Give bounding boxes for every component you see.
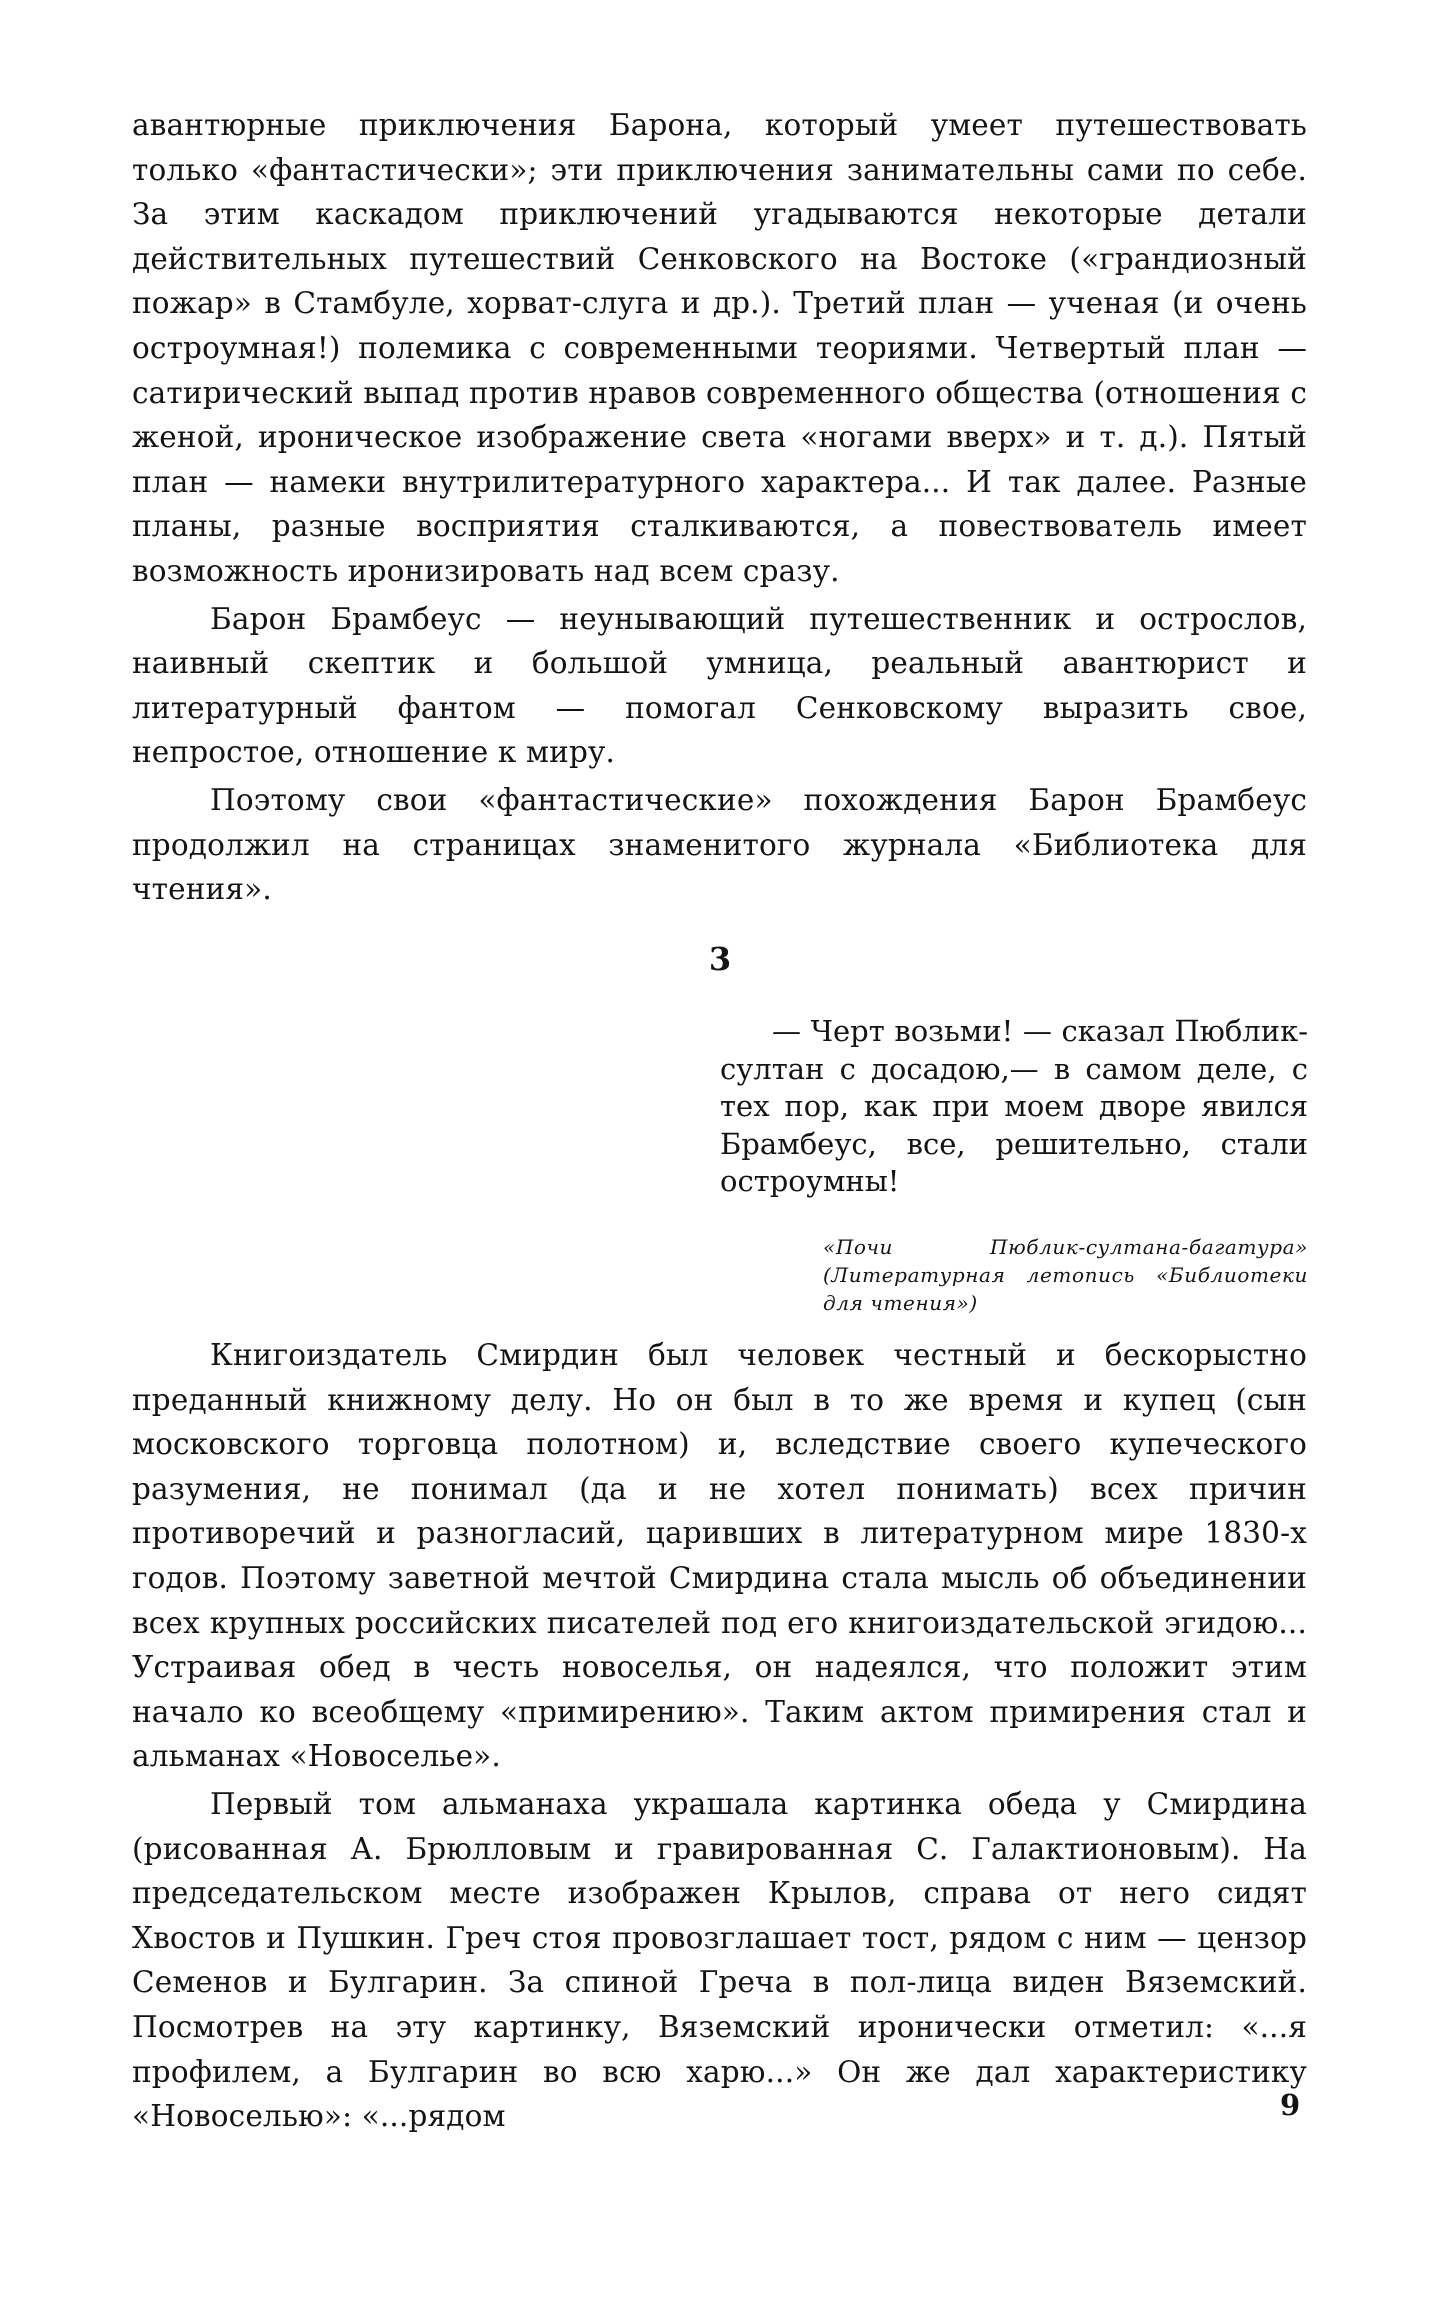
bottom-text-block xyxy=(132,1333,1307,2139)
paragraph-almanac-picture: Первый том альманаха украшала картинка обеда у Смирдина (рисованная А. Брюлловым и гравированная С. Галактионовым). На председательском месте изображен Крылов, справа от него сидят Хвостов и Пушкин. Греч стоя провозглашает тост, рядом с ним — цензор Семенов и Булгарин. За спиной Греча в пол-лица виден Вяземский. Посмотрев на эту картинку, Вяземский иронически отметил: «...я профилем, а Булгарин во всю харю...» Он же дал характеристику «Новоселью»: «...рядом xyxy=(132,1786,1307,2134)
page-number: 9 xyxy=(1280,2088,1301,2122)
epigraph-source: «Почи Пюблик-султана-багатура» (Литературная летопись «Библиотеки для чтения») xyxy=(823,1235,1308,1315)
epigraph-quote: — Черт возьми! — сказал Пюблик-султан с досадою,— в самом деле, с тех пор, как при моем дворе явился Брамбеус, все, решительно, стали остроумны! xyxy=(720,1014,1308,1198)
top-text-block xyxy=(132,103,1307,912)
paragraph-continuation: авантюрные приключения Барона, который умеет путешествовать только «фантастически»; эти приключения занимательны сами по себе. За этим каскадом приключений угадываются некоторые детали действительных путешествий Сенковского на Востоке («грандиозный пожар» в Стамбуле, хорват-слуга и др.). Третий план — ученая (и очень остроумная!) полемика с современными теориями. Четвертый план — сатирический выпад против нравов современного общества (отношения с женой, ироническое изображение света «ногами вверх» и т. д.). Пятый план — намеки внутрилитературного характера... И так далее. Разные планы, разные восприятия сталкиваются, а повествователь имеет возможность иронизировать над всем сразу. xyxy=(132,108,1307,588)
paragraph-baron-brambeus: Барон Брамбеус — неунывающий путешественник и острослов, наивный скептик и большой умница, реальный авантюрист и литературный фантом — помогал Сенковскому выразить свое, непростое, отношение к миру. xyxy=(132,601,1307,770)
paragraph-library-for-reading: Поэтому свои «фантастические» похождения Барон Брамбеус продолжил на страницах знаменитого журнала «Библиотека для чтения». xyxy=(132,782,1307,907)
epigraph xyxy=(720,1013,1308,1201)
section-number: 3 xyxy=(708,940,732,978)
paragraph-smirdin: Книгоиздатель Смирдин был человек честный и бескорыстно преданный книжному делу. Но он был в то же время и купец (сын московского торговца полотном) и, вследствие своего купеческого разумения, не понимал (да и не хотел понимать) всех причин противоречий и разногласий, царивших в литературном мире 1830-х годов. Поэтому заветной мечтой Смирдина стала мысль об объединении всех крупных российских писателей под его книгоиздательской эгидою... Устраивая обед в честь новоселья, он надеялся, что положит этим начало ко всеобщему «примирению». Таким актом примирения стал и альманах «Новоселье». xyxy=(132,1338,1307,1774)
